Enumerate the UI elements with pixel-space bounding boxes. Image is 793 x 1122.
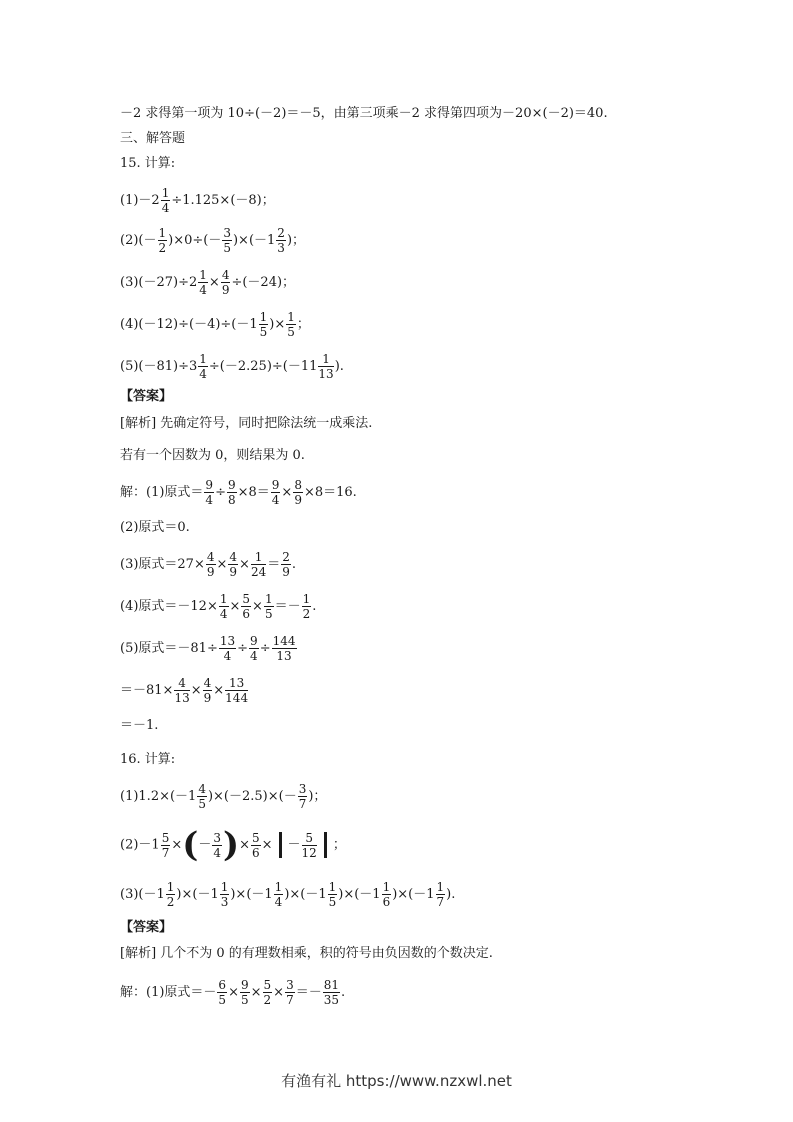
problem-15-1: (1)－2 $\frac{1}{4}$ ÷1.125×(－8)； <box>120 186 275 215</box>
solution-16-1: 解：(1)原式＝－ $\frac{6}{5}$ × $\frac{9}{5}$ × $\frac{5}{2}$ × $\frac{3}{7}$ ＝－ $\frac{81}{35}$ . <box>120 978 346 1007</box>
problem-15-5: (5)(－81)÷3 $\frac{1}{4}$ ÷(－2.25)÷(－11 $\frac{1}{13}$ ). <box>120 352 344 381</box>
text-line: －2 求得第一项为 10÷(－2)＝－5，由第三项乘－2 求得第四项为－20×(－2)＝40. <box>120 106 608 121</box>
solution-15-5-step: ＝－81× $\frac{4}{13}$ × $\frac{4}{9}$ × $\frac{13}{144}$ <box>120 676 249 705</box>
solution-15-1: 解：(1)原式＝ $\frac{9}{4}$ ÷ $\frac{9}{8}$ ×8＝ $\frac{9}{4}$ × $\frac{8}{9}$ ×8＝16. <box>120 478 357 507</box>
solution-15-3: (3)原式＝27× $\frac{4}{9}$ × $\frac{4}{9}$ × $\frac{1}{24}$ ＝ $\frac{2}{9}$ . <box>120 550 297 579</box>
problem-heading: 16. 计算: <box>120 752 176 767</box>
analysis-text: [解析] 先确定符号，同时把除法统一成乘法. <box>120 416 373 431</box>
section-heading: 三、解答题 <box>120 131 186 146</box>
text-line: 若有一个因数为 0，则结果为 0. <box>120 448 305 463</box>
footer-watermark: 有渔有礼 https://www.nzxwl.net <box>281 1072 512 1090</box>
problem-15-2: (2)(－ $\frac{1}{2}$ )×0÷(－ $\frac{3}{5}$ )×(－1 $\frac{2}{3}$ )； <box>120 226 306 255</box>
problem-heading: 15. 计算: <box>120 156 176 171</box>
solution-15-5-result: ＝－1. <box>120 718 159 733</box>
answer-label: 【答案】 <box>120 920 173 935</box>
answer-label: 【答案】 <box>120 389 173 404</box>
problem-16-1: (1)1.2×(－1 $\frac{4}{5}$ )×(－2.5)×(－ $\frac{3}{7}$ )； <box>120 782 327 811</box>
problem-15-4: (4)(－12)÷(－4)÷(－1 $\frac{1}{5}$ )× $\frac{1}{5}$ ； <box>120 310 310 339</box>
solution-15-2: (2)原式＝0. <box>120 520 190 535</box>
analysis-text: [解析] 几个不为 0 的有理数相乘，积的符号由负因数的个数决定. <box>120 946 493 961</box>
solution-15-4: (4)原式＝－12× $\frac{1}{4}$ × $\frac{5}{6}$ × $\frac{1}{5}$ ＝－ $\frac{1}{2}$ . <box>120 592 317 621</box>
solution-15-5: (5)原式＝－81÷ $\frac{13}{4}$ ÷ $\frac{9}{4}$ ÷ $\frac{144}{13}$ <box>120 634 296 663</box>
problem-15-3: (3)(－27)÷2 $\frac{1}{4}$ × $\frac{4}{9}$ ÷(－24)； <box>120 268 296 297</box>
problem-16-3: (3)(－1 $\frac{1}{2}$ )×(－1 $\frac{1}{3}$ )×(－1 $\frac{1}{4}$ )×(－1 $\frac{1}{5}$ )×(－1 $\frac{1}{6}$ )×(－1 $\frac{1}{7}$ ). <box>120 880 456 909</box>
problem-16-2: (2)－1 $\frac{5}{7}$ ×(－ $\frac{3}{4}$ )× $\frac{5}{6}$ × － $\frac{5}{12}$ ； <box>120 825 346 865</box>
